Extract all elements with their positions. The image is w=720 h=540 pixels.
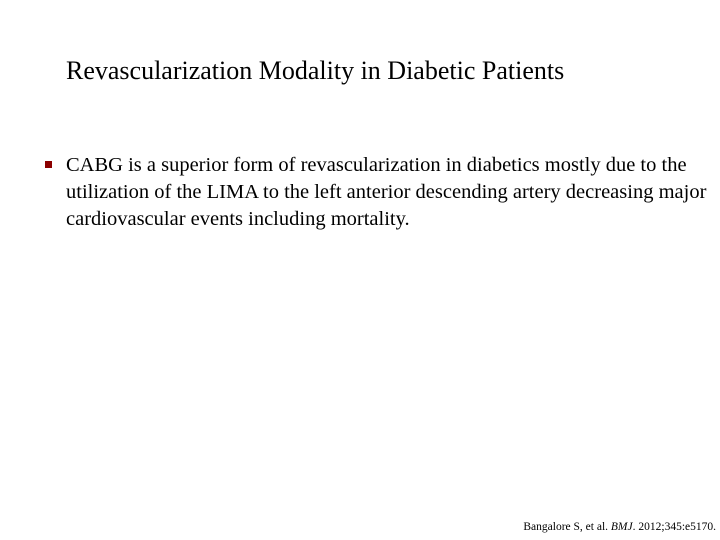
citation [523,520,716,534]
bullet-list [44,152,714,233]
citation-details: . 2012;345:e5170. [632,521,716,533]
citation-journal: BMJ [610,521,633,533]
bullet-text: CABG is a superior form of revascularization in diabetics mostly due to the utilization of the LIMA to the left anterior descending artery decreasing major cardiovascular events including mortality. [66,154,707,230]
square-bullet-icon [45,161,52,168]
citation-authors: Bangalore S, et al. [523,521,611,533]
list-item [44,152,714,233]
slide-title: Revascularization Modality in Diabetic Patients [66,56,565,85]
